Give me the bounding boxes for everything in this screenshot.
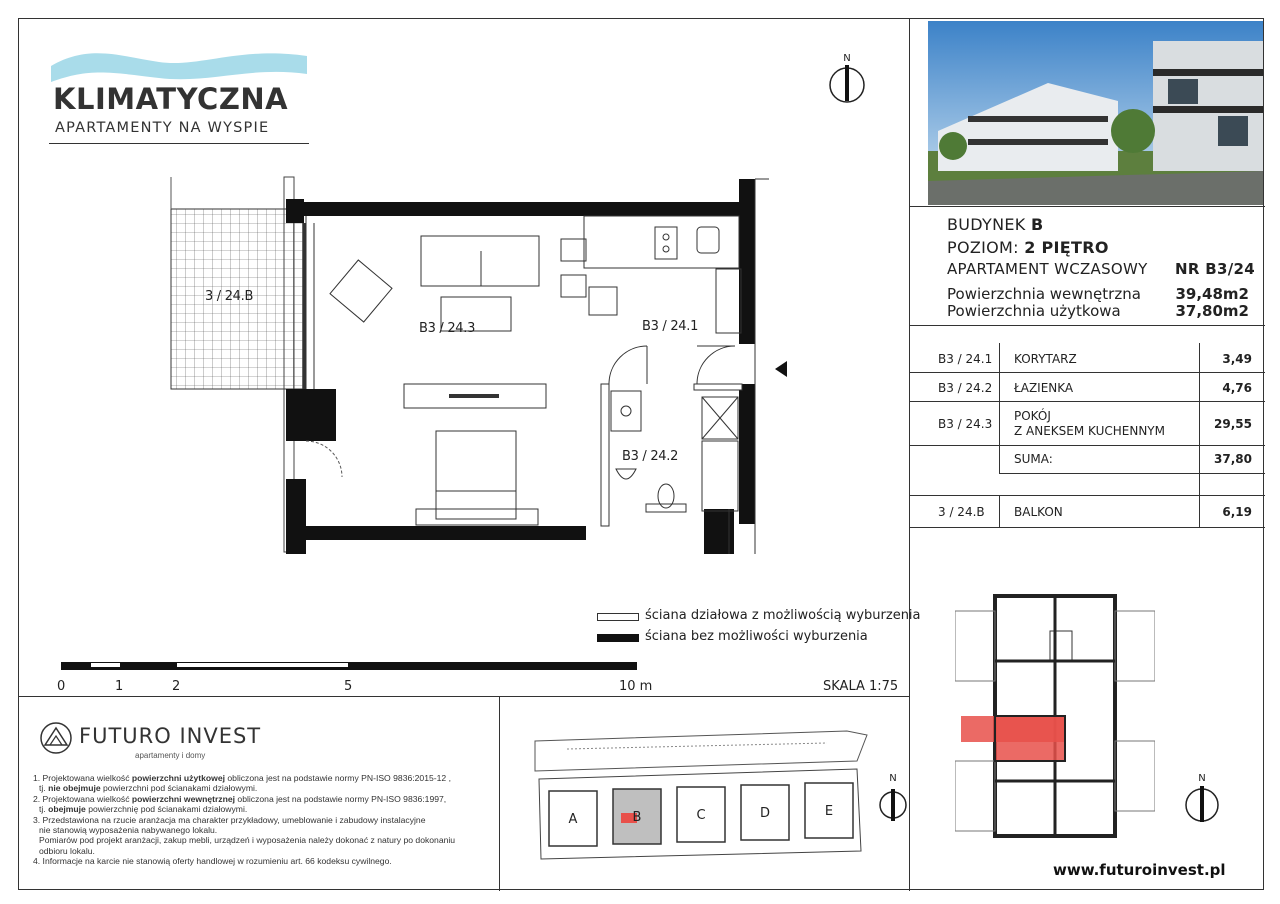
divider-photo [909, 206, 1265, 207]
scale-tick-1: 1 [115, 679, 124, 694]
legend-structural-text: ściana bez możliwości wyburzenia [645, 629, 868, 644]
building-line: BUDYNEK B [947, 215, 1044, 234]
site-building-a: A [568, 812, 578, 827]
futuro-logo-icon [39, 721, 75, 755]
table-balcony-name: BALKON [1014, 505, 1063, 519]
logo-wave-icon [49, 44, 309, 84]
compass-icon [827, 51, 867, 107]
scale-tick-2: 2 [172, 679, 181, 694]
logo-underline [49, 143, 309, 144]
legal-notes: 1. Projektowana wielkość powierzchni użytkowej obliczona jest na podstawie normy PN-ISO 9836:2015-12 , tj. nie obejmuje powierzchni pod ścianakami działowymi. 2. Projektowana wielkość powierzchni wewnętrznej obliczona jest na podstawie normy PN-ISO 9836:1997, tj. obejmuje powierzchnię pod ścianakami działowymi. 3. Przedstawiona na rzucie aranżacja ma charakter przykładowy, umeblowanie i zabudowy instalacyjne nie stanowią wyposażenia nabywanego lokalu. Pomiarów pod projekt aranżacji, zakup mebli, urządzeń i wyposażenia należy dokonać z natury po dokonaniu odbioru lokalu. 4. Informacje na karcie nie stanowią oferty handlowej w rozumieniu art. 66 kodeksu cywilnego. [33, 773, 456, 867]
compass-north-label: N [843, 53, 851, 64]
compass-icon [879, 771, 909, 827]
table-balcony-code: 3 / 24.B [938, 505, 985, 519]
site-building-c: C [696, 808, 706, 823]
compass-icon [1184, 771, 1220, 827]
compass-north-label: N [889, 773, 897, 784]
apartment-type: APARTAMENT WCZASOWY [947, 260, 1148, 278]
divider-info [909, 325, 1265, 326]
table-row-code: B3 / 24.2 [938, 381, 993, 395]
floor-plan [149, 169, 789, 559]
table-sum-label: SUMA: [1014, 452, 1053, 466]
brand-title: KLIMATYCZNA [53, 82, 289, 116]
table-row-name: KORYTARZ [1014, 352, 1077, 366]
internal-area-label: Powierzchnia wewnętrzna [947, 285, 1141, 303]
room-label-b3-24-1: B3 / 24.1 [642, 319, 699, 334]
website-link[interactable]: www.futuroinvest.pl [1053, 861, 1226, 879]
developer-name: FUTURO INVEST [79, 724, 262, 748]
site-building-b: B [632, 810, 642, 825]
room-table [909, 343, 1265, 527]
room-label-balcony: 3 / 24.B [205, 289, 254, 304]
brand-subtitle: APARTAMENTY NA WYSPIE [55, 120, 270, 136]
table-sum-value: 37,80 [1214, 452, 1252, 466]
internal-area-value: 39,48m2 [1175, 285, 1249, 303]
usable-area-label: Powierzchnia użytkowa [947, 302, 1121, 320]
room-label-b3-24-2: B3 / 24.2 [622, 449, 679, 464]
developer-tagline: apartamenty i domy [135, 751, 206, 760]
table-row-name: POKÓJ [1014, 409, 1051, 423]
table-row-name: ŁAZIENKA [1014, 381, 1074, 395]
usable-area-value: 37,80m2 [1175, 302, 1249, 320]
table-row-name-line2: Z ANEKSEM KUCHENNYM [1014, 424, 1165, 438]
scale-tick-5: 5 [344, 679, 353, 694]
divider-footer [19, 696, 910, 697]
apartment-number: NR B3/24 [1175, 260, 1255, 278]
table-row-area: 29,55 [1214, 417, 1252, 431]
site-building-e: E [824, 804, 834, 819]
room-label-b3-24-3: B3 / 24.3 [419, 321, 476, 336]
scale-tick-0: 0 [57, 679, 66, 694]
plan-sheet [18, 18, 1264, 890]
site-building-d: D [759, 806, 771, 821]
scale-bar [61, 662, 637, 670]
level-line: POZIOM: 2 PIĘTRO [947, 238, 1109, 257]
legend-partition-text: ściana działowa z możliwością wyburzenia [645, 608, 921, 623]
legend-partition-swatch [597, 613, 639, 621]
compass-north-label: N [1198, 773, 1206, 784]
legend-structural-swatch [597, 634, 639, 642]
table-row-area: 4,76 [1222, 381, 1252, 395]
building-rendering-image [928, 21, 1263, 205]
floor-key-plan [955, 591, 1155, 841]
table-row-code: B3 / 24.3 [938, 417, 993, 431]
table-row-code: B3 / 24.1 [938, 352, 993, 366]
site-plan [527, 721, 879, 861]
divider-bottom [499, 696, 500, 891]
table-row-area: 3,49 [1222, 352, 1252, 366]
table-balcony-area: 6,19 [1222, 505, 1252, 519]
scale-label: SKALA 1:75 [823, 679, 899, 694]
scale-tick-10: 10 m [619, 679, 653, 694]
divider-table [909, 527, 1265, 528]
